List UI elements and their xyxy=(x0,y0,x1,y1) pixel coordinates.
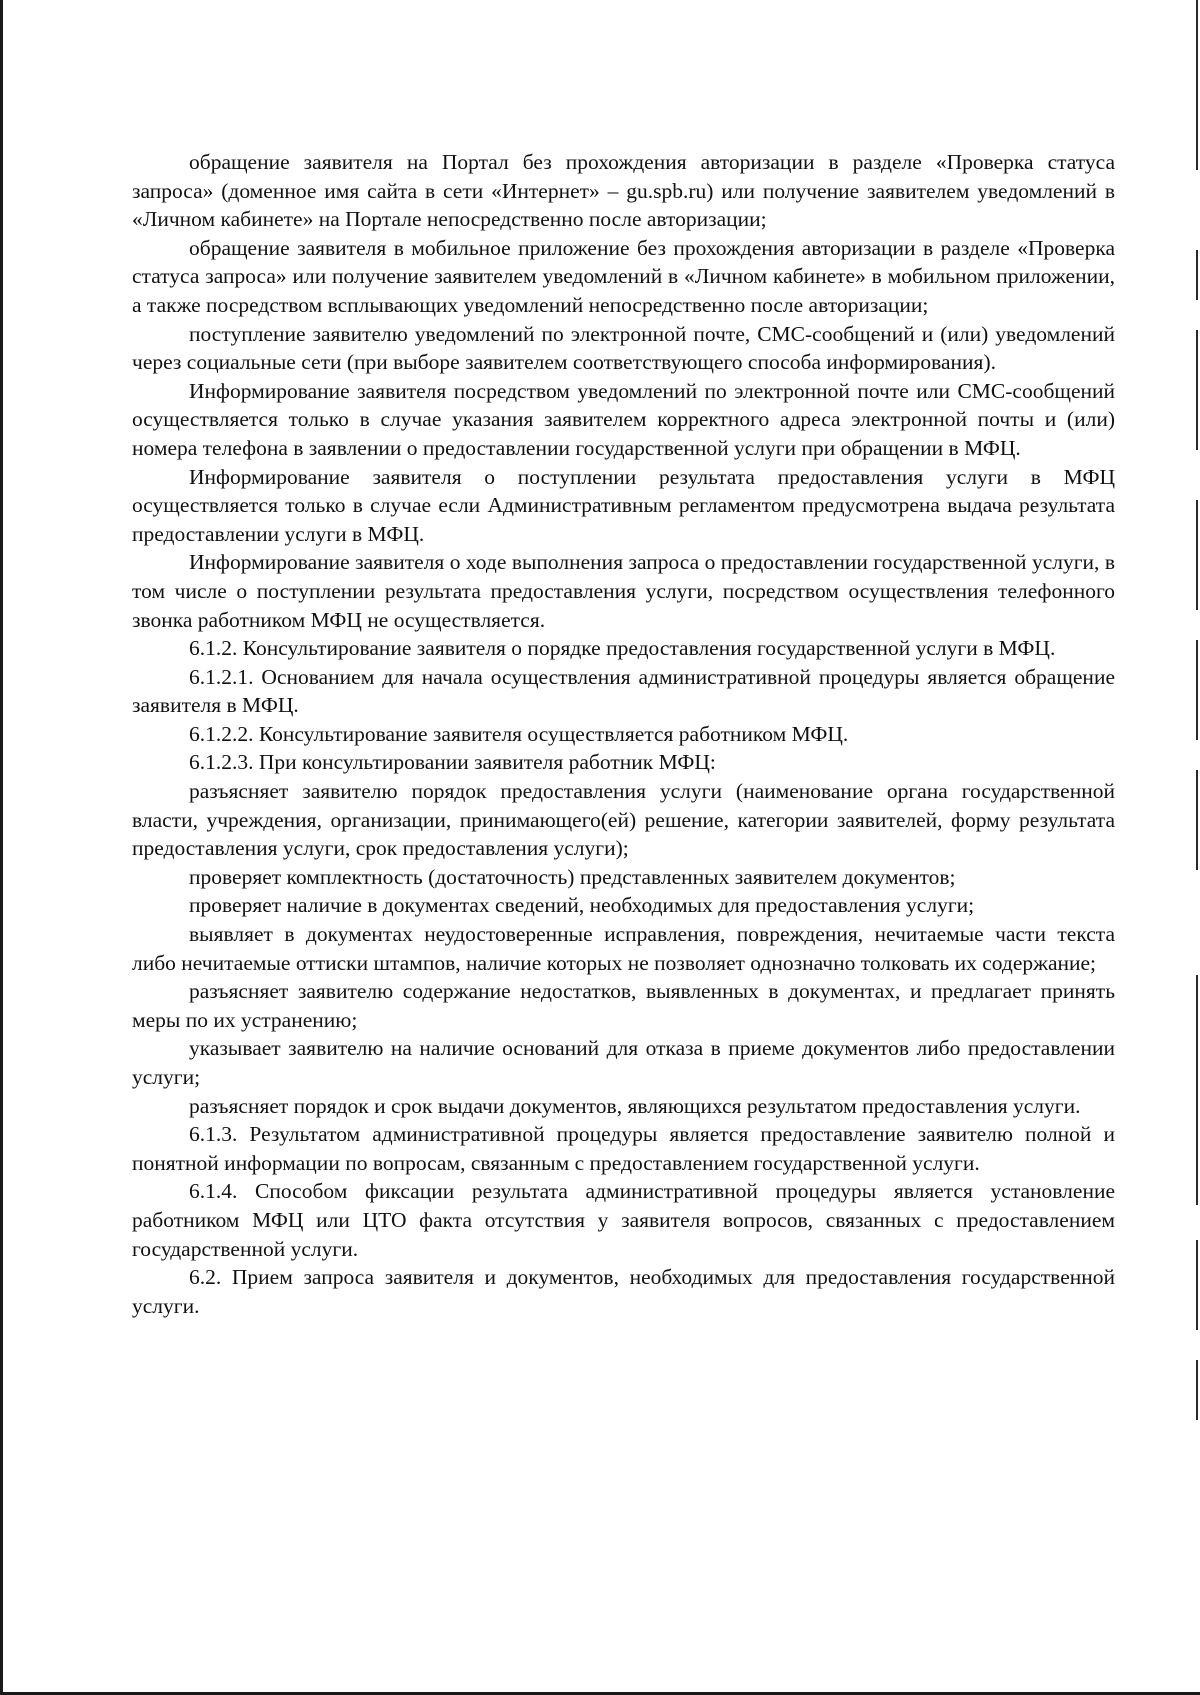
paragraph-6-1-4: 6.1.4. Способом фиксации результата административной процедуры является установление работником МФЦ или ЦТО факта отсутствия у заявителя вопросов, связанных с предоставлением государственной услуги. xyxy=(132,1179,1115,1261)
paragraph-6-1-2: 6.1.2. Консультирование заявителя о порядке предоставления государственной услуги в МФЦ. xyxy=(189,636,1056,661)
paragraph-explains-procedure: разъясняет заявителю порядок предоставления услуги (наименование органа государственной власти, учреждения, организации, принимающего(ей) решение, категории заявителей, форму результата предоставления услуги, срок предоставления услуги); xyxy=(132,779,1115,861)
paragraph-checks-completeness: проверяет комплектность (достаточность) представленных заявителем документов; xyxy=(189,864,956,889)
scan-margin-mark xyxy=(1196,330,1198,450)
paragraph-checks-information: проверяет наличие в документах сведений, необходимых для предоставления услуги; xyxy=(189,893,975,918)
scan-margin-mark xyxy=(1196,1360,1198,1420)
paragraph-informing-result: Информирование заявителя о поступлении результата предоставления услуги в МФЦ осуществляется только в случае если Административным регламентом предусмотрена выдача результата предоставлении услуги в МФЦ. xyxy=(132,464,1115,546)
scan-margin-mark xyxy=(1196,975,1198,1205)
scan-margin-mark xyxy=(1196,0,1198,170)
scan-margin-mark xyxy=(1196,770,1198,870)
scan-margin-mark xyxy=(1196,1240,1198,1330)
paragraph-email-sms: поступление заявителю уведомлений по электронной почте, СМС-сообщений и (или) уведомлений через социальные сети (при выборе заявителем соответствующего способа информирования). xyxy=(132,321,1115,375)
paragraph-6-1-2-1: 6.1.2.1. Основанием для начала осуществления административной процедуры является обращение заявителя в МФЦ. xyxy=(132,664,1115,718)
paragraph-detects-corrections: выявляет в документах неудостоверенные исправления, повреждения, нечитаемые части текста либо нечитаемые оттиски штампов, наличие которых не позволяет однозначно толковать их содержание; xyxy=(132,922,1115,975)
scan-left-edge xyxy=(0,0,3,1695)
paragraph-portal-status: обращение заявителя на Портал без прохождения авторизации в разделе «Проверка статуса запроса» (доменное имя сайта в сети «Интернет» – gu.spb.ru) или получение заявителем уведомлений в «Личном кабинете» на Портале непосредственно после авторизации; xyxy=(132,150,1115,232)
paragraph-informing-email: Информирование заявителя посредством уведомлений по электронной почте или СМС-сообщений осуществляется только в случае указания заявителем корректного адреса электронной почты и (или) номера телефона в заявлении о предоставлении государственной услуги при обращении в МФЦ. xyxy=(132,378,1115,460)
paragraph-informing-phone: Информирование заявителя о ходе выполнения запроса о предоставлении государственной услуги, в том числе о поступлении результата предоставления услуги, посредством осуществления телефонного звонка работником МФЦ не осуществляется. xyxy=(132,550,1115,632)
paragraph-mobile-app: обращение заявителя в мобильное приложение без прохождения авторизации в разделе «Проверка статуса запроса» или получение заявителем уведомлений в «Личном кабинете» в мобильном приложении, а также посредством всплывающих уведомлений непосредственно после авторизации; xyxy=(132,235,1115,317)
scan-margin-mark xyxy=(1196,250,1198,300)
paragraph-6-1-2-3: 6.1.2.3. При консультировании заявителя работник МФЦ: xyxy=(189,750,716,775)
scan-margin-mark xyxy=(1196,500,1198,610)
scan-margin-mark xyxy=(1196,640,1198,740)
paragraph-issuance-order: разъясняет порядок и срок выдачи документов, являющихся результатом предоставления услуги. xyxy=(189,1093,1081,1118)
paragraph-refusal-grounds: указывает заявителю на наличие оснований для отказа в приеме документов либо предоставлении услуги; xyxy=(132,1036,1115,1089)
paragraph-6-1-3: 6.1.3. Результатом административной процедуры является предоставление заявителю полной и понятной информации по вопросам, связанным с предоставлением государственной услуги. xyxy=(132,1122,1115,1175)
paragraph-6-1-2-2: 6.1.2.2. Консультирование заявителя осуществляется работником МФЦ. xyxy=(189,721,849,746)
document-body xyxy=(132,148,1115,1320)
paragraph-explains-deficiencies: разъясняет заявителю содержание недостатков, выявленных в документах, и предлагает принять меры по их устранению; xyxy=(132,979,1115,1032)
paragraph-6-2: 6.2. Прием запроса заявителя и документов, необходимых для предоставления государственной услуги. xyxy=(132,1265,1115,1318)
